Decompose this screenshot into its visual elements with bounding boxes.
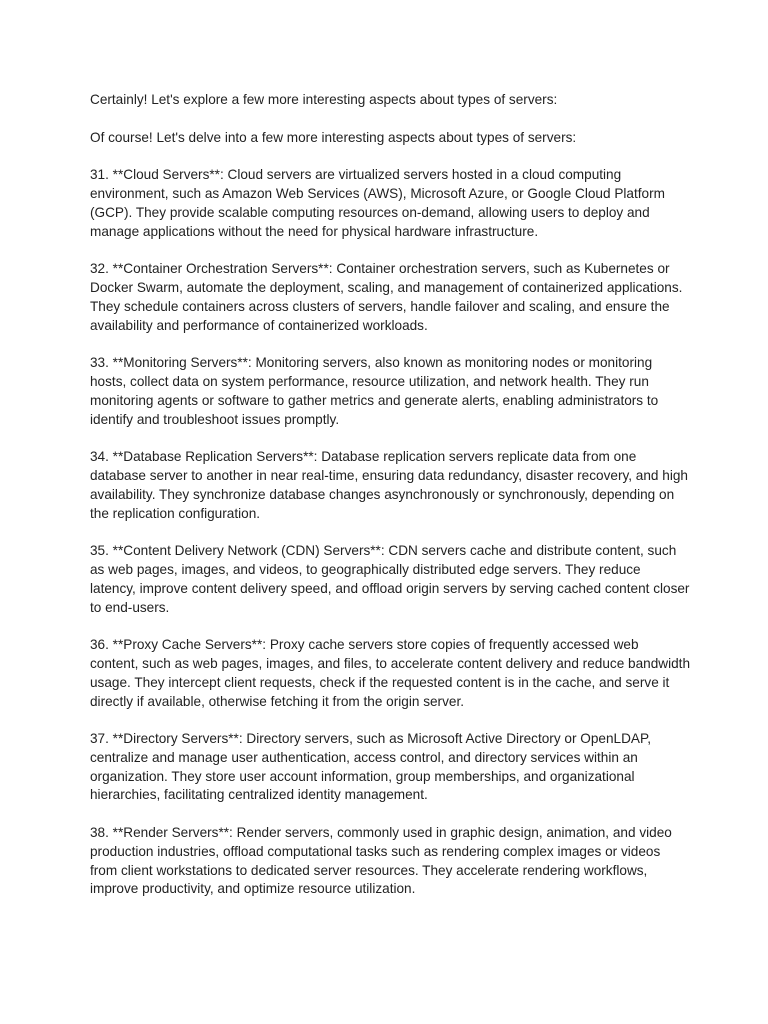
server-item-35: 35. **Content Delivery Network (CDN) Servers**: CDN servers cache and distribute content, such as web pages, images, and videos, to geographically distributed edge servers. They reduce latency, improve content delivery speed, and offload origin servers by serving cached content closer to end-users. — [90, 543, 690, 615]
server-item-31: 31. **Cloud Servers**: Cloud servers are virtualized servers hosted in a cloud computing environment, such as Amazon Web Services (AWS), Microsoft Azure, or Google Cloud Platform (GCP). They provide scalable computing resources on-demand, allowing users to deploy and manage applications without the need for physical hardware infrastructure. — [90, 167, 665, 239]
server-item-33: 33. **Monitoring Servers**: Monitoring servers, also known as monitoring nodes or monitoring hosts, collect data on system performance, resource utilization, and network health. They run monitoring agents or software to gather metrics and generate alerts, enabling administrators to identify and troubleshoot issues promptly. — [90, 355, 659, 427]
intro-paragraph-1: Certainly! Let's explore a few more interesting aspects about types of servers: — [90, 92, 558, 107]
server-item-34: 34. **Database Replication Servers**: Database replication servers replicate data from one database server to another in near real-time, ensuring data redundancy, disaster recovery, and high availability. They synchronize database changes asynchronously or synchronously, depending on the replication configuration. — [90, 449, 688, 521]
server-item-37: 37. **Directory Servers**: Directory servers, such as Microsoft Active Directory or OpenLDAP, centralize and manage user authentication, access control, and directory services within an organization. They store user account information, group memberships, and organizational hierarchies, facilitating centralized identity management. — [90, 731, 652, 803]
server-item-32: 32. **Container Orchestration Servers**: Container orchestration servers, such as Kubernetes or Docker Swarm, automate the deployment, scaling, and management of containerized applications. They schedule containers across clusters of servers, handle failover and scaling, and ensure the availability and performance of containerized workloads. — [90, 261, 683, 333]
server-item-38: 38. **Render Servers**: Render servers, commonly used in graphic design, animation, and video production industries, offload computational tasks such as rendering complex images or videos from client workstations to dedicated server resources. They accelerate rendering workflows, improve productivity, and optimize resource utilization. — [90, 825, 672, 897]
intro-paragraph-2: Of course! Let's delve into a few more interesting aspects about types of servers: — [90, 129, 577, 145]
document-page — [90, 91, 690, 918]
server-item-36: 36. **Proxy Cache Servers**: Proxy cache servers store copies of frequently accessed web content, such as web pages, images, and files, to accelerate content delivery and reduce bandwidth usage. They intercept client requests, check if the requested content is in the cache, and serve it directly if available, otherwise fetching it from the origin server. — [90, 637, 691, 709]
